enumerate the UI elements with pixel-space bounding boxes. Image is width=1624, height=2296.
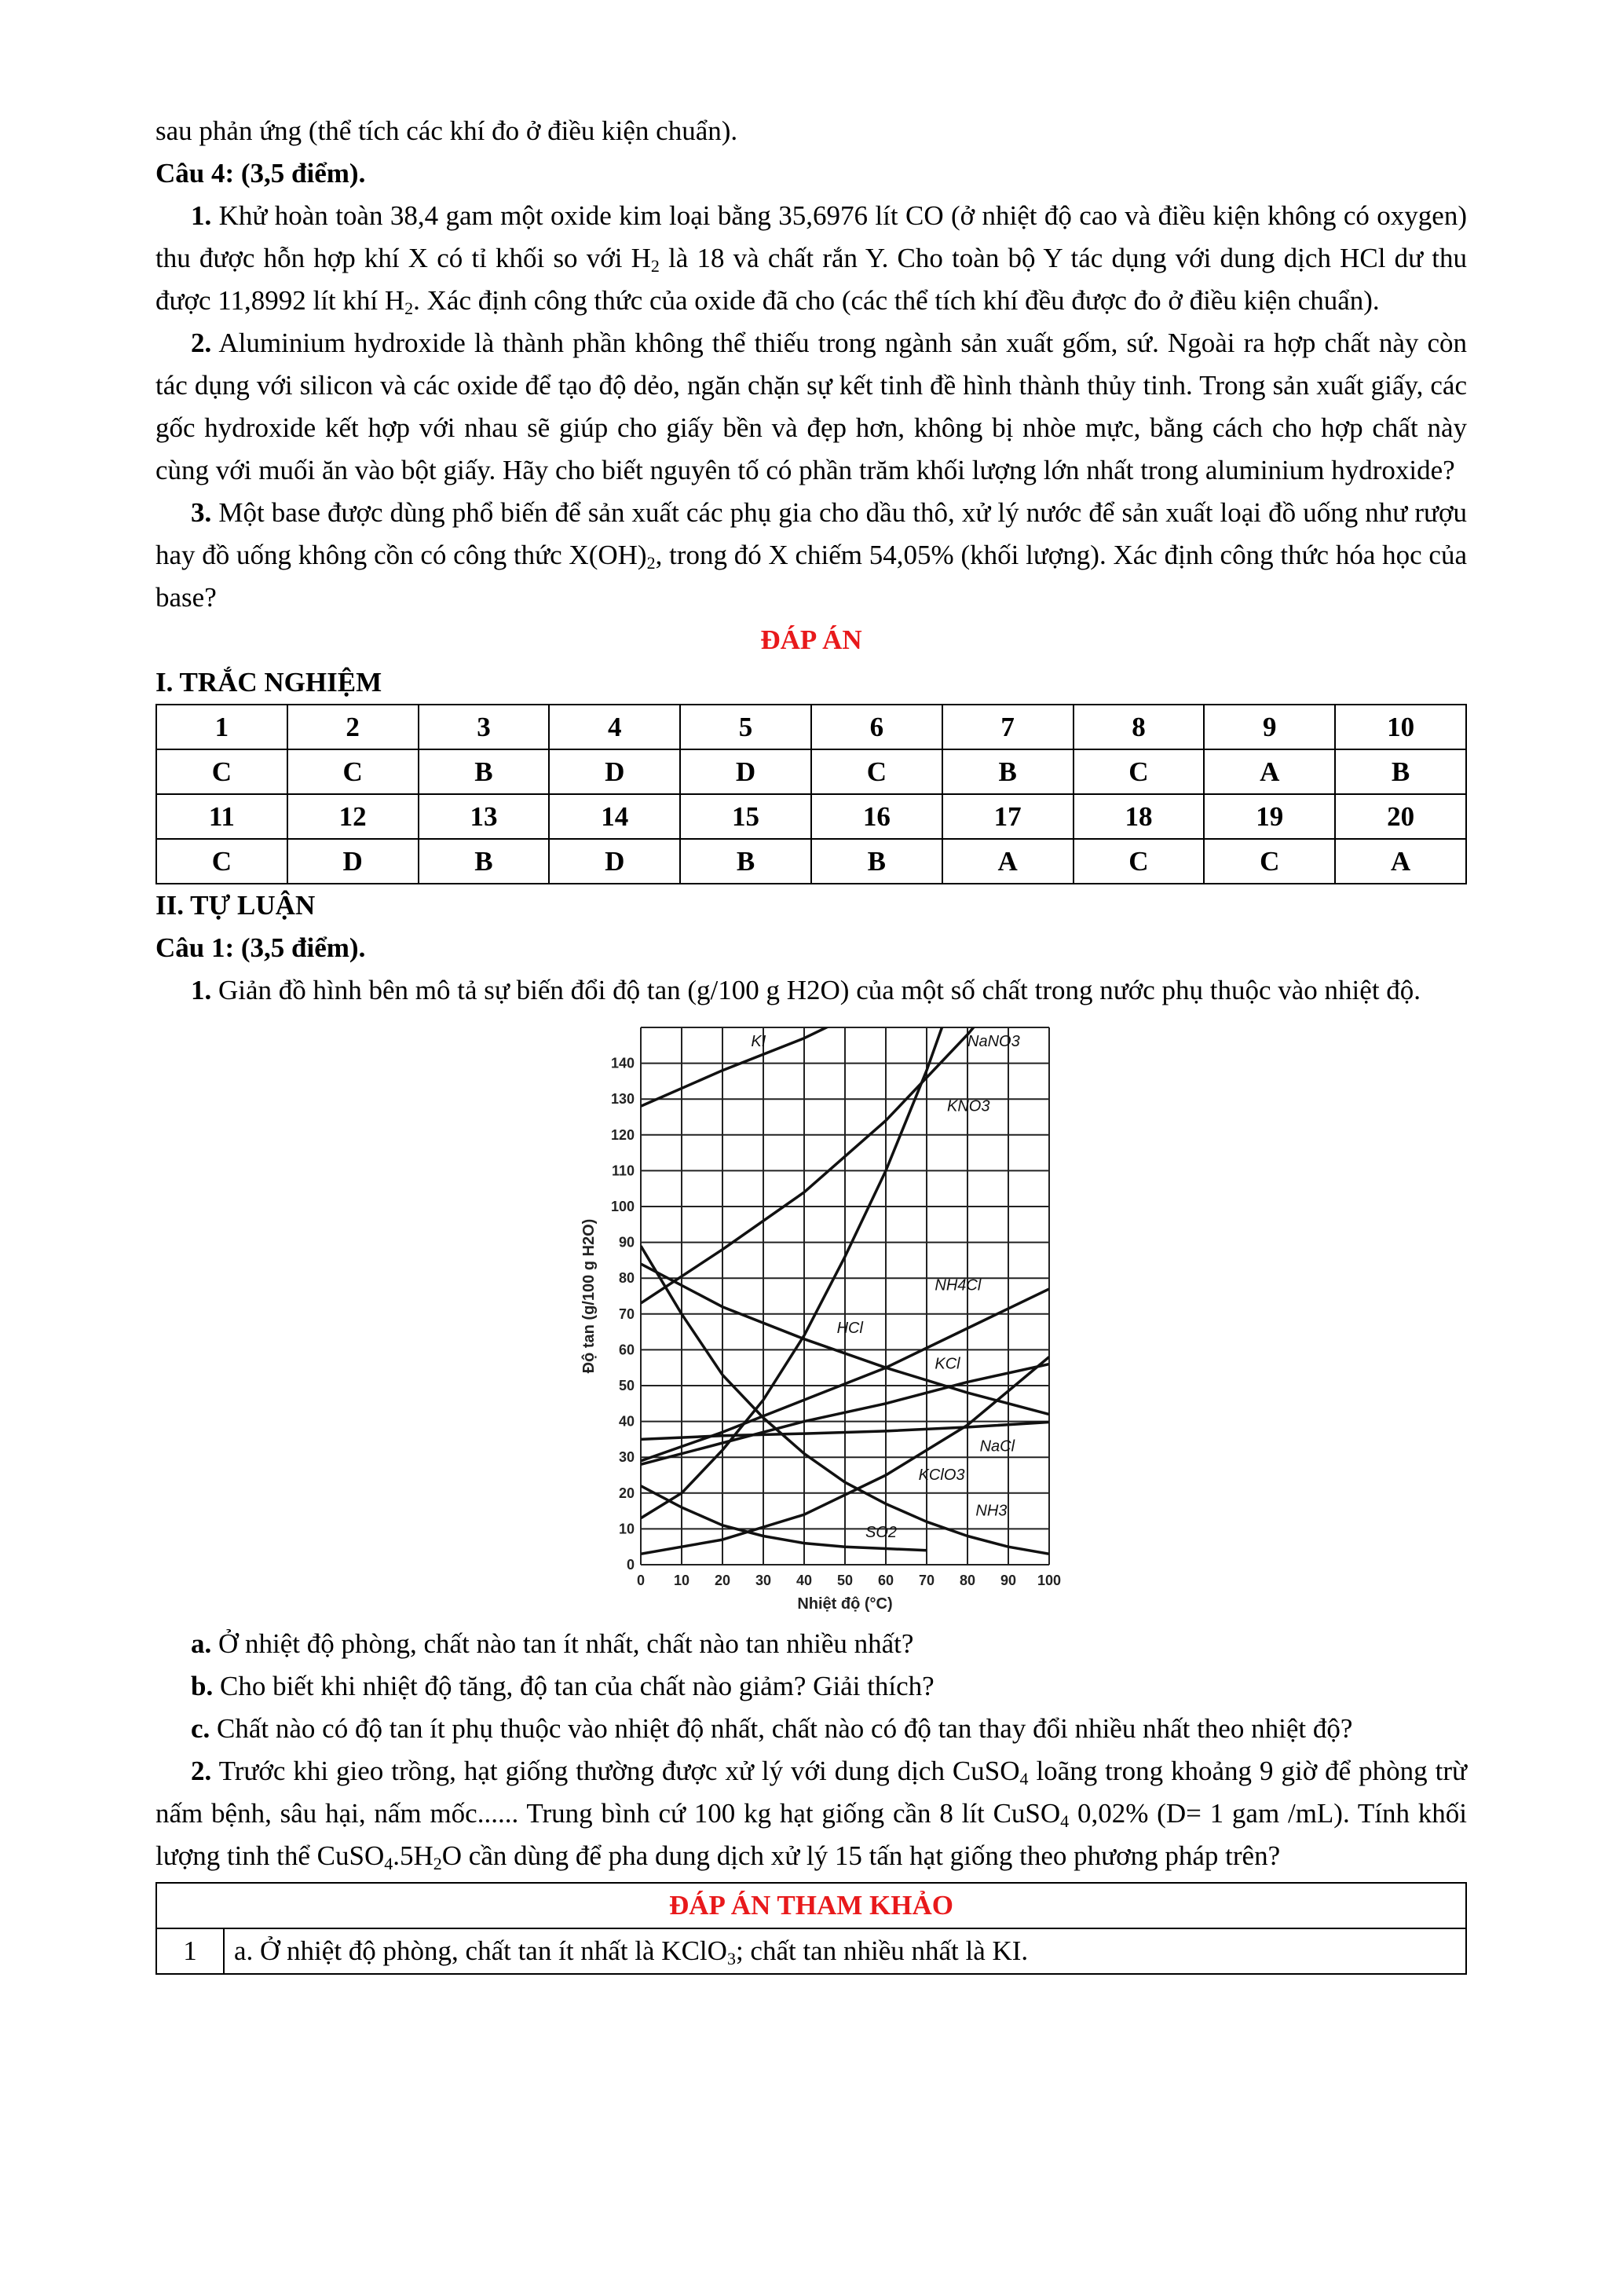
- q4-part3: 3. Một base được dùng phổ biến để sản xuất các phụ gia cho dầu thô, xử lý nước để sản xuất loại đồ uống như rượu hay đồ uống không cồn có công thức $X(OH)_2$, trong đó X chiếm 54,05% (khối lượng). Xác định công thức hóa học của base?: [155, 497, 1467, 613]
- x-tick-label: 70: [918, 1573, 935, 1588]
- y-tick-label: 140: [610, 1055, 635, 1071]
- question-number-cell: 14: [549, 794, 680, 839]
- y-tick-label: 110: [611, 1163, 635, 1179]
- x-tick-label: 100: [1037, 1573, 1062, 1588]
- y-tick-label: 50: [618, 1378, 635, 1393]
- intro-tail: sau phản ứng (thể tích các khí đo ở điều kiện chuẩn).: [155, 115, 738, 146]
- x-tick-label: 10: [673, 1573, 690, 1588]
- q1-a: a. Ở nhiệt độ phòng, chất nào tan ít nhất, chất nào tan nhiều nhất?: [191, 1628, 914, 1659]
- y-tick-label: 0: [626, 1557, 635, 1573]
- section-multiple-choice: I. TRẮC NGHIỆM: [155, 667, 382, 698]
- question-number-cell: 13: [419, 794, 550, 839]
- answer-key-row: [156, 705, 1466, 749]
- reference-answer-number: 1: [156, 1928, 224, 1974]
- answer-cell: B: [811, 839, 942, 884]
- question-number-cell: 10: [1335, 705, 1466, 749]
- question-number-cell: 17: [942, 794, 1074, 839]
- y-tick-label: 40: [618, 1413, 635, 1430]
- answer-cell: C: [287, 749, 419, 794]
- answer-cell: B: [942, 749, 1074, 794]
- x-tick-label: 80: [959, 1573, 976, 1588]
- x-axis-label: Nhiệt độ (°C): [797, 1595, 893, 1613]
- answer-cell: B: [680, 839, 811, 884]
- y-tick-label: 60: [618, 1342, 635, 1358]
- answer-cell: D: [680, 749, 811, 794]
- q4-part1: 1. Khử hoàn toàn 38,4 gam một oxide kim loại bằng 35,6976 lít CO (ở nhiệt độ cao và điều kiện không có oxygen) thu được hỗn hợp khí X có tỉ khối so với $H_2$ là 18 và chất rắn Y. Cho toàn bộ Y tác dụng với dung dịch HCl dư thu được 11,8992 lít khí $H_2$. Xác định công thức của oxide đã cho (các thể tích khí đều được đo ở điều kiện chuẩn).: [155, 200, 1467, 318]
- answer-cell: C: [1074, 749, 1205, 794]
- q1-part2: 2. Trước khi gieo trồng, hạt giống thường được xử lý với dung dịch CuSO$_4$ loãng trong khoảng 9 giờ để phòng trừ nấm bệnh, sâu hại, nấm mốc...... Trung bình cứ 100 kg hạt giống cần 8 lít CuSO$_4$ 0,02% (D= 1 gam /mL). Tính khối lượng tinh thể $CuSO_4.5H_2O$ cần dùng để pha dung dịch xử lý 15 tấn hạt giống theo phương pháp trên?: [155, 1756, 1468, 1873]
- answer-cell: A: [1204, 749, 1335, 794]
- answer-cell: D: [549, 749, 680, 794]
- y-tick-label: 120: [610, 1126, 635, 1143]
- series-label-kno3: KNO3: [947, 1097, 990, 1115]
- answer-cell: B: [419, 749, 550, 794]
- series-label-kclo3: KClO3: [918, 1467, 965, 1484]
- y-tick-label: 30: [618, 1449, 635, 1466]
- solubility-chart: [572, 1018, 1090, 1623]
- x-tick-label: 40: [796, 1573, 813, 1588]
- series-label-kcl: KCl: [935, 1355, 960, 1373]
- question-number-cell: 12: [287, 794, 419, 839]
- question-number-cell: 2: [287, 705, 419, 749]
- answer-key-row: [156, 749, 1466, 794]
- question-number-cell: 19: [1204, 794, 1335, 839]
- section-essay: II. TỰ LUẬN: [155, 890, 316, 921]
- question-number-cell: 4: [549, 705, 680, 749]
- q1-part1: 1. Giản đồ hình bên mô tả sự biến đổi độ tan (g/100 g H2O) của một số chất trong nước phụ thuộc vào nhiệt độ.: [191, 975, 1421, 1005]
- series-label-so2: SO2: [865, 1523, 898, 1541]
- answer-cell: D: [287, 839, 419, 884]
- answer-title: ĐÁP ÁN: [760, 624, 862, 655]
- x-tick-label: 60: [877, 1573, 894, 1588]
- y-tick-label: 100: [610, 1199, 635, 1214]
- question-number-cell: 3: [419, 705, 550, 749]
- answer-cell: C: [1204, 839, 1335, 884]
- question-number-cell: 5: [680, 705, 811, 749]
- y-axis-label: Độ tan (g/100 g H2O): [580, 1218, 598, 1374]
- q1-heading: Câu 1: (3,5 điểm).: [155, 932, 366, 963]
- answer-cell: C: [156, 839, 287, 884]
- answer-cell: B: [419, 839, 550, 884]
- answer-cell: D: [549, 839, 680, 884]
- series-label-nh3: NH3: [975, 1502, 1008, 1520]
- answer-cell: B: [1335, 749, 1466, 794]
- series-label-nh4cl: NH4Cl: [935, 1276, 982, 1294]
- x-tick-label: 50: [836, 1573, 854, 1588]
- series-label-hcl: HCl: [836, 1320, 863, 1338]
- y-tick-label: 20: [618, 1485, 635, 1501]
- q4-part2: 2. Aluminium hydroxide là thành phần không thể thiếu trong ngành sản xuất gốm, sứ. Ngoài ra hợp chất này còn tác dụng với silicon và các oxide để tạo độ dẻo, ngăn chặn sự kết tinh đề hình thành thủy tinh. Trong sản xuất giấy, các gốc hydroxide kết hợp với nhau sẽ giúp cho giấy bền và đẹp hơn, không bị nhòe mực, bằng cách cho hợp chất này cùng với muối ăn vào bột giấy. Hãy cho biết nguyên tố có phần trăm khối lượng lớn nhất trong aluminium hydroxide?: [155, 328, 1467, 485]
- question-number-cell: 16: [811, 794, 942, 839]
- x-tick-label: 0: [636, 1573, 646, 1588]
- x-tick-label: 20: [714, 1573, 731, 1588]
- question-number-cell: 8: [1074, 705, 1205, 749]
- reference-answer-table: [155, 1882, 1467, 1975]
- y-tick-label: 130: [610, 1091, 635, 1108]
- y-tick-label: 70: [618, 1305, 635, 1322]
- answer-cell: A: [942, 839, 1074, 884]
- x-tick-label: 30: [755, 1573, 772, 1588]
- q1-b: b. Cho biết khi nhiệt độ tăng, độ tan của chất nào giảm? Giải thích?: [191, 1671, 935, 1701]
- question-number-cell: 18: [1074, 794, 1205, 839]
- document-page: [155, 110, 1467, 1975]
- series-label-nano3: NaNO3: [967, 1033, 1020, 1051]
- reference-answer-title: ĐÁP ÁN THAM KHẢO: [156, 1883, 1466, 1928]
- answer-key-row: [156, 794, 1466, 839]
- q1-c: c. Chất nào có độ tan ít phụ thuộc vào nhiệt độ nhất, chất nào có độ tan thay đổi nhiều nhất theo nhiệt độ?: [191, 1713, 1353, 1744]
- question-number-cell: 15: [680, 794, 811, 839]
- series-label-nacl: NaCl: [979, 1437, 1015, 1456]
- answer-key-table: [155, 704, 1467, 884]
- question-number-cell: 20: [1335, 794, 1466, 839]
- question-number-cell: 1: [156, 705, 287, 749]
- reference-answer-text: a. Ở nhiệt độ phòng, chất tan ít nhất là KClO$_3$; chất tan nhiều nhất là KI.: [224, 1928, 1466, 1974]
- x-tick-label: 90: [1000, 1573, 1017, 1588]
- y-tick-label: 90: [618, 1234, 635, 1251]
- y-tick-label: 10: [618, 1521, 635, 1537]
- answer-cell: C: [1074, 839, 1205, 884]
- question-number-cell: 9: [1204, 705, 1335, 749]
- y-tick-label: 80: [618, 1270, 635, 1287]
- q4-heading: Câu 4: (3,5 điểm).: [155, 158, 366, 189]
- answer-cell: C: [156, 749, 287, 794]
- answer-cell: A: [1335, 839, 1466, 884]
- question-number-cell: 11: [156, 794, 287, 839]
- series-label-ki: KI: [751, 1033, 766, 1051]
- answer-cell: C: [811, 749, 942, 794]
- answer-key-row: [156, 839, 1466, 884]
- question-number-cell: 7: [942, 705, 1074, 749]
- solubility-chart-svg: [572, 1018, 1090, 1623]
- question-number-cell: 6: [811, 705, 942, 749]
